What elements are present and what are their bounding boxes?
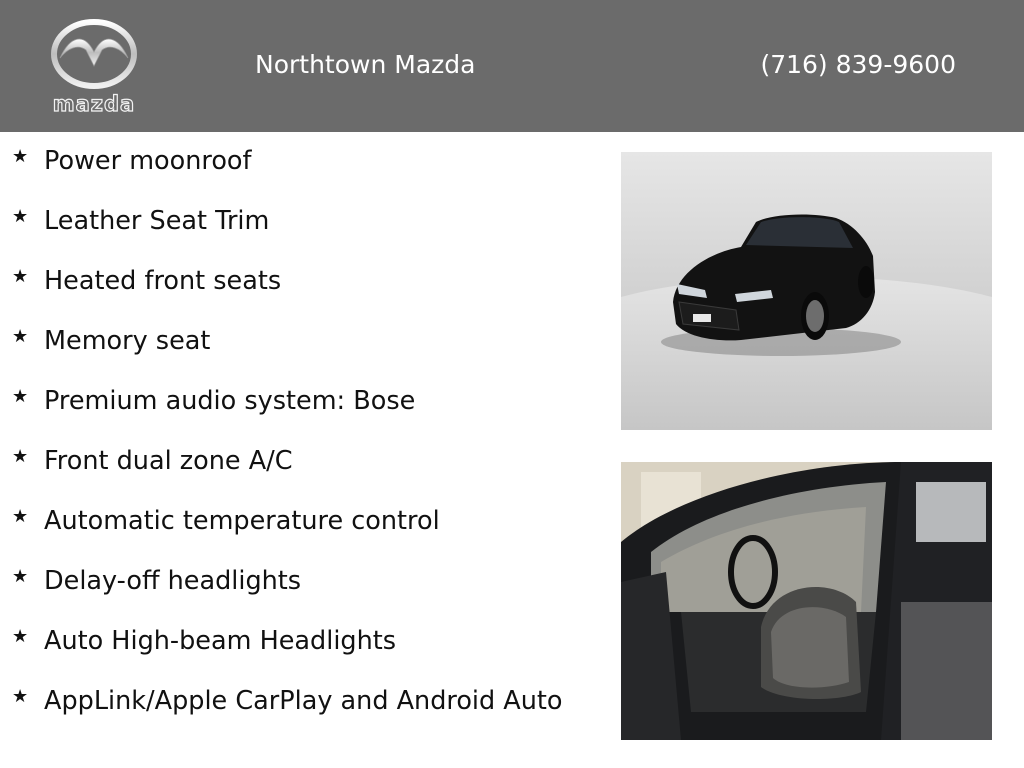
mazda-logo (40, 18, 148, 116)
mazda-emblem-icon (50, 18, 138, 90)
star-icon: ★ (12, 506, 29, 527)
header-bar (0, 0, 1024, 132)
star-icon: ★ (12, 626, 29, 647)
star-icon: ★ (12, 146, 29, 167)
vehicle-exterior-photo (621, 152, 992, 430)
star-icon: ★ (12, 206, 29, 227)
star-icon: ★ (12, 446, 29, 467)
feature-label: AppLink/Apple CarPlay and Android Auto (44, 686, 563, 716)
mazda-wordmark: mazda (52, 92, 136, 116)
star-icon: ★ (12, 566, 29, 587)
dealer-name: Northtown Mazda (255, 50, 476, 79)
star-icon: ★ (12, 386, 29, 407)
star-icon: ★ (12, 326, 29, 347)
feature-label: Front dual zone A/C (44, 446, 293, 476)
star-icon: ★ (12, 266, 29, 287)
feature-label: Power moonroof (44, 146, 252, 176)
feature-label: Auto High-beam Headlights (44, 626, 397, 656)
feature-label: Memory seat (44, 326, 211, 356)
feature-label: Delay-off headlights (44, 566, 302, 596)
feature-label: Heated front seats (44, 266, 282, 296)
feature-label: Automatic temperature control (44, 506, 440, 536)
feature-label: Leather Seat Trim (44, 206, 270, 236)
star-icon: ★ (12, 686, 29, 707)
vehicle-interior-photo (621, 462, 992, 740)
dealer-phone[interactable]: (716) 839-9600 (760, 50, 956, 79)
feature-label: Premium audio system: Bose (44, 386, 416, 416)
